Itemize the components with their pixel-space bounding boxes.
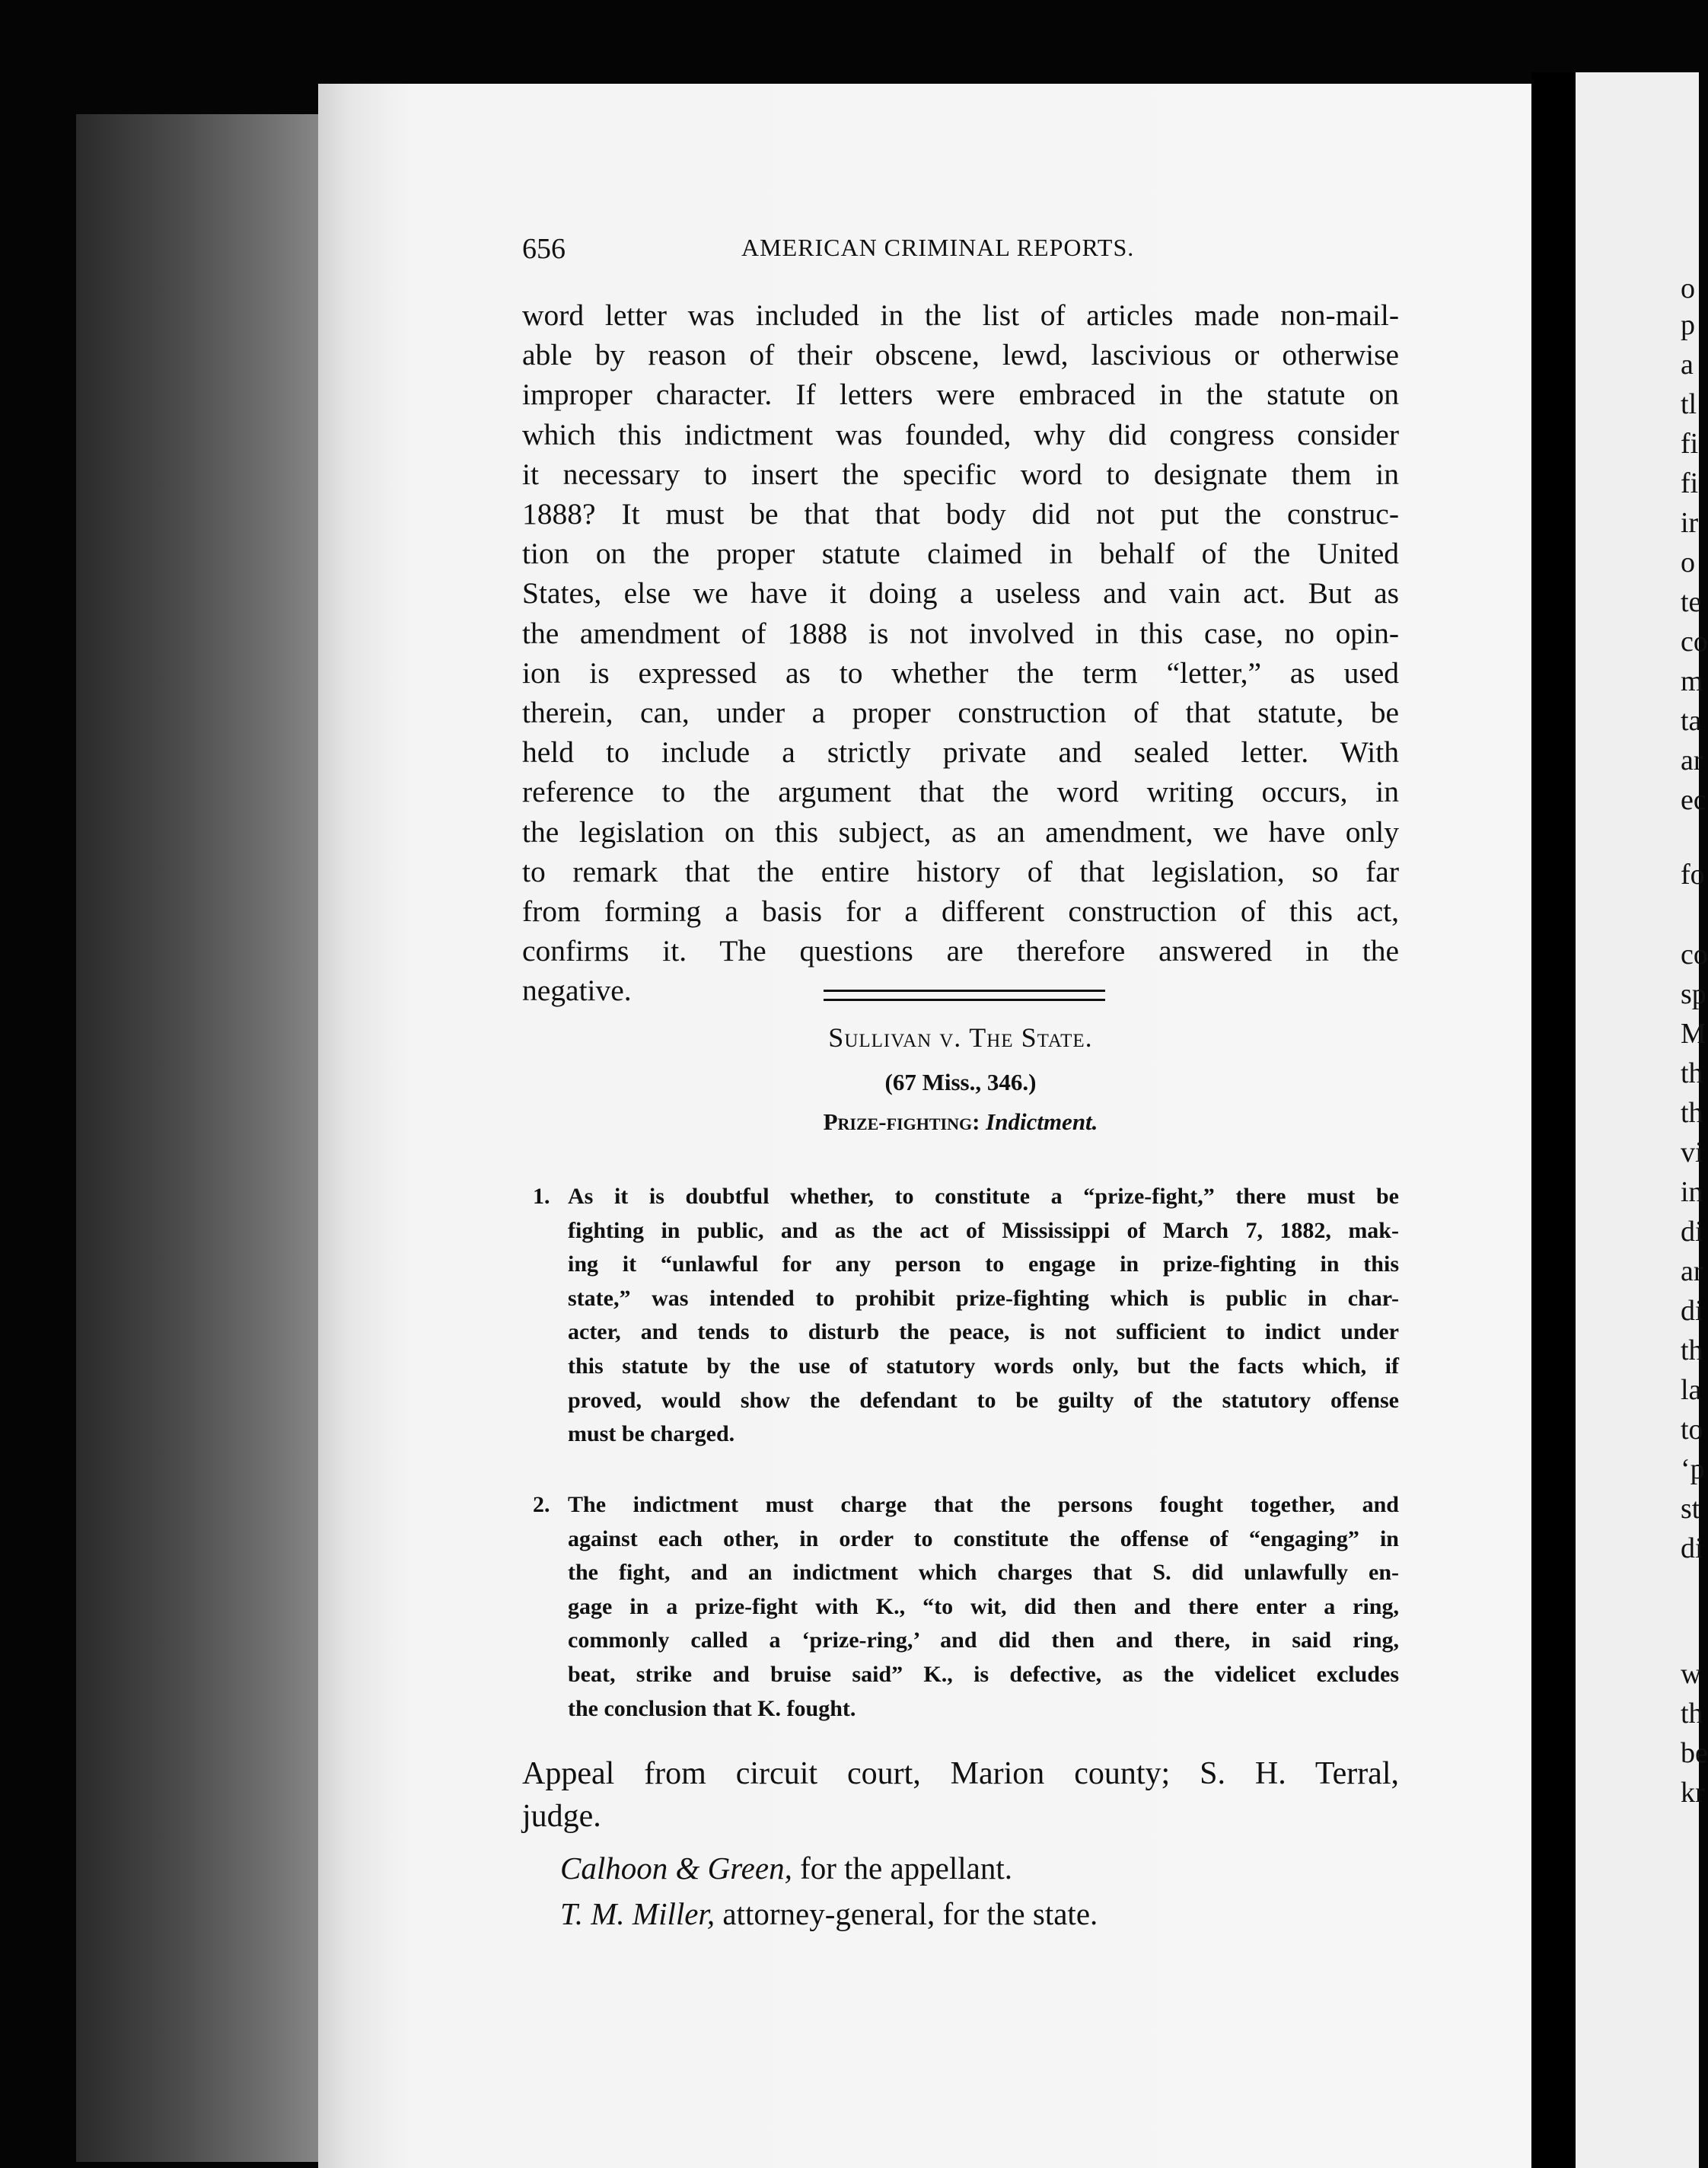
right-page-line: di [1681, 1295, 1703, 1327]
double-rule-bottom [824, 999, 1105, 1001]
right-page-line: fi [1681, 467, 1699, 499]
right-page-line: kr [1681, 1777, 1705, 1809]
appeal-statement [522, 1752, 1399, 1838]
body-line: to remark that the entire history of that legislation, so far [522, 854, 1399, 888]
headnote-text [568, 1488, 1399, 1726]
headnote-line: proved, would show the defendant to be guilty of the statutory offense [568, 1387, 1399, 1413]
right-page-line: ec [1681, 784, 1706, 816]
headnote-number: 1. [533, 1184, 550, 1209]
headnote-line: commonly called a ‘prize-ring,’ and did then and there, in said ring, [568, 1628, 1399, 1653]
headnote-line: beat, strike and bruise said” K., is defective, as the videlicet excludes [568, 1661, 1399, 1687]
body-line: therein, can, under a proper construction of that statute, be [522, 696, 1399, 730]
right-page-line: tl [1681, 388, 1697, 420]
topic-subheading: Indictment. [986, 1108, 1098, 1135]
right-page-line: fo [1681, 859, 1705, 891]
right-page-line: ‘p [1681, 1453, 1705, 1485]
case-party-2: The State. [969, 1022, 1093, 1053]
headnote-line: against each other, in order to constitute the offense of “engaging” in [568, 1526, 1399, 1551]
right-page-line: st [1681, 1493, 1700, 1525]
body-line: States, else we have it doing a useless and vain act. But as [522, 576, 1399, 611]
right-page-fragment [1576, 72, 1708, 2168]
body-line: which this indictment was founded, why did congress consider [522, 417, 1399, 451]
counsel-line [560, 1850, 1012, 1886]
book-left-edge [76, 114, 327, 2162]
body-line: the amendment of 1888 is not involved in this case, no opin- [522, 616, 1399, 650]
right-page-line: la [1681, 1374, 1702, 1406]
right-page-line: M [1681, 1018, 1706, 1050]
right-page-line: co [1681, 939, 1708, 971]
body-line: improper character. If letters were embraced in the statute on [522, 378, 1399, 412]
right-page-line: m [1681, 665, 1703, 697]
body-line: it necessary to insert the specific word to designate them in [522, 457, 1399, 491]
right-page-line: p [1681, 309, 1695, 341]
headnote-line: fighting in public, and as the act of Mississippi of March 7, 1882, mak- [568, 1217, 1399, 1243]
appeal-line: judge. [522, 1799, 601, 1834]
body-line: ion is expressed as to whether the term “letter,” as used [522, 655, 1399, 690]
right-page-line: be [1681, 1737, 1708, 1769]
page-number: 656 [522, 233, 566, 265]
right-page-line: ar [1681, 1255, 1703, 1287]
right-page-line: di [1681, 1532, 1703, 1564]
body-line: held to include a strictly private and sealed letter. With [522, 735, 1399, 770]
headnote-line: this statute by the use of statutory words only, but the facts which, if [568, 1353, 1399, 1379]
headnote-line: The indictment must charge that the persons fought together, and [568, 1492, 1399, 1517]
right-page-line: co [1681, 626, 1708, 658]
body-line: reference to the argument that the word writing occurs, in [522, 775, 1399, 809]
right-page-line: sp [1681, 978, 1706, 1010]
right-page-line: o [1681, 273, 1695, 304]
right-page-line: di [1681, 1216, 1703, 1248]
case-title [522, 1022, 1399, 1054]
headnote-line: must be charged. [568, 1421, 735, 1447]
body-line: the legislation on this subject, as an amendment, we have only [522, 815, 1399, 849]
case-party-1: Sullivan [828, 1022, 932, 1053]
right-page-line: th [1681, 1698, 1703, 1730]
body-line: tion on the proper statute claimed in behalf of the United [522, 537, 1399, 571]
headnote-line: state,” was intended to prohibit prize-fighting which is public in char- [568, 1285, 1399, 1311]
right-page-line: ar [1681, 744, 1703, 776]
right-page-line: vi [1681, 1137, 1703, 1168]
right-page-line: ta [1681, 705, 1702, 737]
headnote-text [568, 1180, 1399, 1452]
headnote-line: acter, and tends to disturb the peace, is not sufficient to indict under [568, 1319, 1399, 1345]
body-paragraph [522, 295, 1399, 1011]
topic-heading: Prize-fighting: [823, 1108, 980, 1135]
body-line: negative. [522, 974, 632, 1008]
counsel-name: T. M. Miller, [560, 1896, 715, 1931]
headnote-line: As it is doubtful whether, to constitute a “prize-fight,” there must be [568, 1184, 1399, 1209]
counsel-role: for the appellant. [792, 1851, 1012, 1886]
counsel-line [560, 1895, 1098, 1932]
appeal-line: Appeal from circuit court, Marion county; S. H. Terral, [522, 1756, 1399, 1791]
right-page-line: th [1681, 1057, 1703, 1089]
right-page-line: w [1681, 1658, 1702, 1690]
body-line: confirms it. The questions are therefore answered in the [522, 934, 1399, 968]
body-line: from forming a basis for a different construction of this act, [522, 894, 1399, 929]
right-page-line: th [1681, 1097, 1703, 1129]
headnote-line: the conclusion that K. fought. [568, 1695, 856, 1721]
right-page-line: te [1681, 586, 1702, 618]
body-line: able by reason of their obscene, lewd, lascivious or otherwise [522, 338, 1399, 372]
counsel-name: Calhoon & Green, [560, 1851, 792, 1886]
running-title: AMERICAN CRIMINAL REPORTS. [741, 234, 1135, 261]
headnote-line: gage in a prize-fight with K., “to wit, did then and there enter a ring, [568, 1593, 1399, 1619]
right-page-line: in [1681, 1176, 1703, 1208]
right-page-line: fi [1681, 428, 1699, 460]
headnote-number: 2. [533, 1492, 550, 1517]
body-line: word letter was included in the list of articles made non-mail- [522, 298, 1399, 332]
headnote-line: ing it “unlawful for any person to engage in prize-fighting in this [568, 1251, 1399, 1277]
right-page-line: o [1681, 547, 1695, 579]
case-versus: v. [939, 1022, 962, 1053]
case-topic [522, 1108, 1399, 1136]
book-gutter [1531, 72, 1576, 2168]
counsel-role: attorney-general, for the state. [715, 1896, 1098, 1931]
right-page-line: th [1681, 1334, 1703, 1366]
right-page-line: to [1681, 1414, 1703, 1446]
right-page-line: a [1681, 349, 1694, 381]
double-rule-top [824, 990, 1105, 992]
headnote-line: the fight, and an indictment which charges that S. did unlawfully en- [568, 1560, 1399, 1586]
case-citation: (67 Miss., 346.) [884, 1069, 1037, 1095]
right-page-line: ir [1681, 507, 1699, 539]
page-header [522, 232, 1399, 270]
body-line: 1888? It must be that that body did not put the construc- [522, 497, 1399, 531]
